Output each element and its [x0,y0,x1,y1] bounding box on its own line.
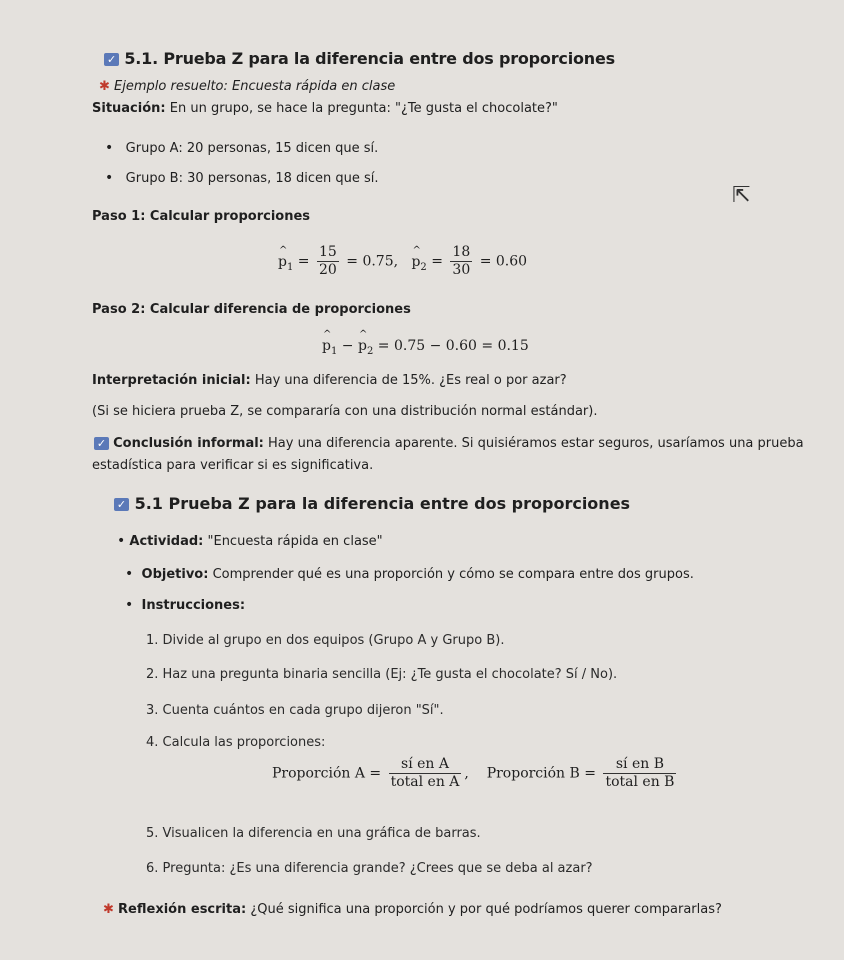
step-1-equation: ^ $p_1$ = $\frac{15}{20}$ = 0.75, ^ $p_2$ = $\frac{18}{30}$ = 0.60 [278,244,527,279]
step-2-equation: ^ $p_1$ − ^ $p_2 = 0.75 - 0.60 = 0.15$ [322,338,529,357]
pin-icon: ✱ [103,902,114,917]
list-item: 4. Calcula las proporciones: [146,735,326,750]
pin-icon: ✱ [99,79,110,94]
activity: • Actividad: "Encuesta rápida en clase" [117,533,383,549]
step-2-label: Paso 2: Calcular diferencia de proporciones [92,302,411,317]
conclusion: ✓ Conclusión informal: Hay una diferencia aparente. Si quisiéramos estar seguros, usaríamos una prueba [94,436,804,451]
objective: • Objetivo: Comprender qué es una proporción y cómo se compara entre dos grupos. [125,566,694,582]
interpretation: Interpretación inicial: Hay una diferencia de 15%. ¿Es real o por azar? [92,373,567,388]
list-item: 6. Pregunta: ¿Es una diferencia grande? ¿Crees que se deba al azar? [146,861,593,876]
checkbox-icon: ✓ [94,437,109,450]
parenthetical-note: (Si se hiciera prueba Z, se compararía con una distribución normal estándar). [92,404,598,419]
section-title: ✓ 5.1. Prueba Z para la diferencia entre dos proporciones [104,49,615,68]
checkbox-icon: ✓ [114,498,129,511]
list-item: • Grupo A: 20 personas, 15 dicen que sí. [105,140,379,156]
list-item: 3. Cuenta cuántos en cada grupo dijeron "Sí". [146,703,444,718]
list-item: 2. Haz una pregunta binaria sencilla (Ej: ¿Te gusta el chocolate? Sí / No). [146,667,618,682]
mouse-cursor-icon: ⇱ [732,183,751,208]
checkbox-icon: ✓ [104,53,119,66]
instructions-label: • Instrucciones: [125,597,246,613]
conclusion-continued: estadística para verificar si es significativa. [92,458,374,473]
proportion-formula: Proporción A = $\frac{\text{sí en A}}{\text{total en A}}$ , Proporción B = $\frac{\text{sí en B}}{\text{total en B}}$ [272,756,675,790]
list-item: 1. Divide al grupo en dos equipos (Grupo A y Grupo B). [146,633,505,648]
example-title: ✱ Ejemplo resuelto: Encuesta rápida en clase [99,79,396,94]
list-item: 5. Visualicen la diferencia en una gráfica de barras. [146,826,481,841]
reflection: ✱ Reflexión escrita: ¿Qué significa una proporción y por qué podríamos querer compararlas? [103,902,722,917]
section-title-2: ✓ 5.1 Prueba Z para la diferencia entre dos proporciones [114,494,630,513]
list-item: • Grupo B: 30 personas, 18 dicen que sí. [105,170,379,186]
step-1-label: Paso 1: Calcular proporciones [92,209,311,224]
situation: Situación: En un grupo, se hace la pregunta: "¿Te gusta el chocolate?" [92,101,558,116]
